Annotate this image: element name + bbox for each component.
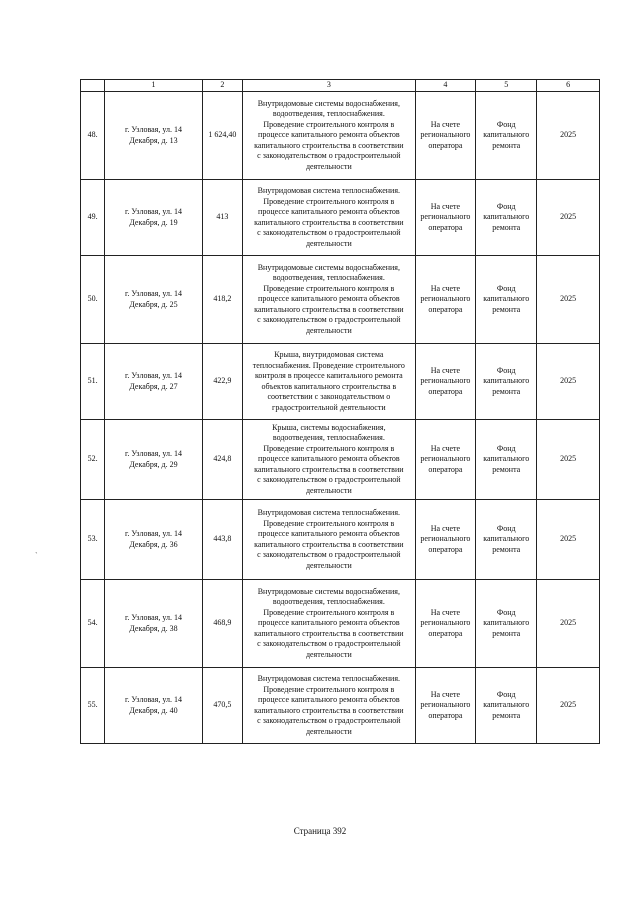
work-description-cell-line: капитального строительства в соответствии — [254, 140, 404, 150]
work-description-cell-line: капитального строительства в соответствии — [254, 539, 404, 549]
work-description-cell — [243, 180, 415, 256]
work-description-cell-line: Проведение строительного контроля в — [263, 119, 395, 129]
header-cell: 1 — [105, 80, 202, 92]
work-description-cell-line: Проведение строительного контроля в — [263, 443, 395, 453]
row-number: 51. — [81, 344, 105, 420]
address-cell-line: Декабря, д. 19 — [129, 217, 178, 227]
row-number: 55. — [81, 668, 105, 744]
work-description-cell-line: Внутридомовая система теплоснабжения. — [257, 508, 401, 517]
header-cell: 2 — [202, 80, 243, 92]
address-cell — [105, 668, 202, 744]
work-description-cell-line: процессе капитального ремонта объектов — [258, 130, 400, 140]
fund-cell — [476, 256, 537, 344]
year-cell: 2025 — [537, 580, 600, 668]
work-description-cell-line: с законодательством о градостроительной — [257, 550, 401, 559]
funding-source-cell-line: На счете — [430, 283, 461, 293]
address-cell — [105, 580, 202, 668]
work-description-cell — [243, 500, 415, 580]
funding-source-cell-line: оператора — [428, 544, 463, 554]
year-cell: 2025 — [537, 500, 600, 580]
work-description-cell-line: капитального строительства в соответствии — [254, 705, 404, 715]
address-cell-line: Декабря, д. 27 — [129, 381, 178, 391]
funding-source-cell — [415, 92, 476, 180]
work-description-cell — [243, 580, 415, 668]
row-number: 53. — [81, 500, 105, 580]
row-number: 54. — [81, 580, 105, 668]
address-cell — [105, 344, 202, 420]
work-description-cell-line: деятельности — [305, 161, 352, 171]
funding-source-cell-line: регионального — [420, 534, 471, 544]
fund-cell — [476, 420, 537, 500]
funding-source-cell-line: На счете — [430, 119, 461, 129]
table-row — [81, 668, 600, 744]
year-cell: 2025 — [537, 344, 600, 420]
area-cell: 443,8 — [202, 500, 243, 580]
work-description-cell-line: Проведение строительного контроля в — [263, 283, 395, 293]
address-cell-line: Декабря, д. 38 — [129, 623, 178, 633]
row-number: 48. — [81, 92, 105, 180]
work-description-cell-line: с законодательством о градостроительной — [257, 151, 401, 161]
work-description-cell-line: деятельности — [305, 560, 352, 570]
funding-source-cell — [415, 256, 476, 344]
work-description-cell-line: водоотведения, теплоснабжения. — [272, 273, 385, 283]
work-description-cell-line: Внутридомовые системы водоснабжения, — [257, 98, 400, 108]
area-cell: 422,9 — [202, 344, 243, 420]
work-description-cell-line: процессе капитального ремонта объектов — [258, 294, 400, 304]
fund-cell — [476, 344, 537, 420]
funding-source-cell-line: оператора — [428, 386, 463, 396]
fund-cell — [476, 180, 537, 256]
area-cell: 418,2 — [202, 256, 243, 344]
fund-cell-line: Фонд — [496, 283, 516, 293]
work-description-cell-line: Проведение строительного контроля в — [263, 196, 395, 206]
work-description-cell-line: Крыша, системы водоснабжения, — [272, 422, 386, 432]
table-row — [81, 500, 600, 580]
funding-source-cell-line: оператора — [428, 464, 463, 474]
work-description-cell-line: градостроительной деятельности — [272, 402, 386, 412]
header-cell: 3 — [243, 80, 415, 92]
address-cell-line: Декабря, д. 25 — [129, 299, 178, 309]
work-description-cell-line: водоотведения, теплоснабжения. — [272, 433, 385, 443]
funding-source-cell-line: регионального — [420, 212, 471, 222]
work-description-cell-line: процессе капитального ремонта объектов — [258, 207, 400, 216]
work-description-cell-line: деятельности — [305, 726, 352, 736]
work-program-table — [80, 79, 600, 744]
fund-cell-line: Фонд — [496, 689, 516, 699]
funding-source-cell — [415, 344, 476, 420]
funding-source-cell-line: оператора — [428, 140, 463, 150]
year-cell: 2025 — [537, 420, 600, 500]
fund-cell-line: Фонд — [496, 607, 516, 617]
area-cell: 468,9 — [202, 580, 243, 668]
work-description-cell-line: капитального строительства в соответствии — [254, 304, 404, 314]
funding-source-cell-line: На счете — [430, 365, 461, 375]
table-row — [81, 92, 600, 180]
fund-cell-line: капитального — [483, 130, 530, 140]
year-cell: 2025 — [537, 256, 600, 344]
work-description-cell-line: деятельности — [305, 485, 352, 495]
area-cell: 424,8 — [202, 420, 243, 500]
page-number: Страница 392 — [293, 826, 347, 836]
work-description-cell — [243, 92, 415, 180]
work-description-cell-line: деятельности — [305, 649, 352, 659]
address-cell — [105, 500, 202, 580]
funding-source-cell-line: регионального — [420, 454, 471, 464]
work-description-cell-line: Внутридомовые системы водоснабжения, — [257, 262, 400, 272]
work-description-cell-line: капитального строительства в соответствии — [254, 464, 404, 474]
fund-cell-line: ремонта — [492, 140, 521, 150]
funding-source-cell-line: регионального — [420, 376, 471, 386]
fund-cell-line: ремонта — [492, 386, 521, 396]
work-description-cell-line: объектов капитального строительства в — [261, 381, 397, 391]
year-cell: 2025 — [537, 92, 600, 180]
table-row — [81, 344, 600, 420]
row-number: 50. — [81, 256, 105, 344]
year-cell: 2025 — [537, 180, 600, 256]
header-cell-blank — [81, 80, 105, 92]
funding-source-cell-line: оператора — [428, 304, 463, 314]
funding-source-cell-line: оператора — [428, 710, 463, 720]
address-cell-line: г. Узловая, ул. 14 — [124, 613, 182, 622]
funding-source-cell-line: оператора — [428, 222, 463, 232]
fund-cell-line: ремонта — [492, 710, 521, 720]
year-cell: 2025 — [537, 668, 600, 744]
work-description-cell-line: с законодательством о градостроительной — [257, 639, 401, 649]
area-cell: 1 624,40 — [202, 92, 243, 180]
funding-source-cell — [415, 420, 476, 500]
funding-source-cell-line: оператора — [428, 628, 463, 638]
fund-cell — [476, 500, 537, 580]
address-cell-line: г. Узловая, ул. 14 — [124, 371, 182, 380]
header-cell: 5 — [476, 80, 537, 92]
work-description-cell — [243, 668, 415, 744]
work-description-cell — [243, 256, 415, 344]
table-body — [81, 92, 600, 744]
funding-source-cell-line: На счете — [430, 443, 461, 453]
table-row — [81, 180, 600, 256]
work-description-cell — [243, 420, 415, 500]
work-description-cell-line: с законодательством о градостроительной — [257, 228, 401, 237]
address-cell — [105, 420, 202, 500]
funding-source-cell-line: На счете — [430, 689, 461, 699]
header-cell: 4 — [415, 80, 476, 92]
fund-cell-line: ремонта — [492, 544, 521, 554]
work-description-cell-line: контроля в процессе капитального ремонта — [254, 371, 403, 380]
table-row — [81, 420, 600, 500]
fund-cell-line: капитального — [483, 534, 530, 544]
funding-source-cell — [415, 668, 476, 744]
work-description-cell-line: с законодательством о градостроительной — [257, 475, 401, 485]
fund-cell-line: капитального — [483, 454, 530, 464]
work-description-cell-line: Внутридомовая система теплоснабжения. — [257, 186, 401, 195]
fund-cell-line: ремонта — [492, 304, 521, 314]
work-description-cell-line: Проведение строительного контроля в — [263, 684, 395, 694]
scan-speck: ` — [35, 551, 38, 560]
work-description-cell-line: процессе капитального ремонта объектов — [258, 454, 400, 464]
funding-source-cell-line: На счете — [430, 523, 461, 533]
work-description-cell-line: теплоснабжения. Проведение строительного — [252, 360, 405, 370]
address-cell-line: г. Узловая, ул. 14 — [124, 449, 182, 458]
funding-source-cell-line: На счете — [430, 607, 461, 617]
fund-cell-line: ремонта — [492, 628, 521, 638]
work-description-cell-line: Крыша, внутридомовая система — [274, 350, 384, 359]
fund-cell-line: Фонд — [496, 443, 516, 453]
work-description-cell-line: деятельности — [305, 238, 352, 248]
work-description-cell-line: процессе капитального ремонта объектов — [258, 618, 400, 628]
address-cell-line: Декабря, д. 36 — [129, 539, 178, 549]
work-description-cell-line: процессе капитального ремонта объектов — [258, 695, 400, 704]
header-cell: 6 — [537, 80, 600, 92]
fund-cell-line: ремонта — [492, 464, 521, 474]
address-cell-line: Декабря, д. 29 — [129, 459, 178, 469]
funding-source-cell — [415, 180, 476, 256]
address-cell-line: г. Узловая, ул. 14 — [124, 125, 182, 134]
funding-source-cell-line: На счете — [430, 201, 461, 211]
address-cell-line: Декабря, д. 40 — [129, 705, 178, 715]
work-description-cell-line: водоотведения, теплоснабжения. — [272, 109, 385, 119]
fund-cell-line: капитального — [483, 294, 530, 304]
address-cell — [105, 256, 202, 344]
address-cell-line: г. Узловая, ул. 14 — [124, 529, 182, 538]
fund-cell-line: Фонд — [496, 523, 516, 533]
funding-source-cell — [415, 500, 476, 580]
work-description-cell-line: соответствии с законодательством о — [267, 392, 391, 401]
work-description-cell-line: Проведение строительного контроля в — [263, 518, 395, 528]
funding-source-cell-line: регионального — [420, 294, 471, 304]
work-description-cell-line: капитального строительства в соответствии — [254, 628, 404, 638]
fund-cell-line: ремонта — [492, 222, 521, 232]
fund-cell-line: капитального — [483, 700, 530, 710]
area-cell: 413 — [202, 180, 243, 256]
work-description-cell-line: капитального строительства в соответствии — [254, 217, 404, 227]
address-cell-line: г. Узловая, ул. 14 — [124, 289, 182, 298]
table-row — [81, 580, 600, 668]
work-description-cell-line: процессе капитального ремонта объектов — [258, 529, 400, 538]
fund-cell-line: Фонд — [496, 201, 516, 211]
fund-cell — [476, 580, 537, 668]
fund-cell — [476, 92, 537, 180]
area-cell: 470,5 — [202, 668, 243, 744]
fund-cell-line: Фонд — [496, 365, 516, 375]
work-description-cell-line: с законодательством о градостроительной — [257, 716, 401, 725]
work-description-cell — [243, 344, 415, 420]
address-cell — [105, 180, 202, 256]
work-description-cell-line: водоотведения, теплоснабжения. — [272, 597, 385, 607]
fund-cell-line: капитального — [483, 212, 530, 222]
fund-cell — [476, 668, 537, 744]
address-cell-line: г. Узловая, ул. 14 — [124, 695, 182, 704]
row-number: 52. — [81, 420, 105, 500]
address-cell — [105, 92, 202, 180]
funding-source-cell-line: регионального — [420, 700, 471, 710]
work-description-cell-line: Проведение строительного контроля в — [263, 607, 395, 617]
table-row — [81, 256, 600, 344]
funding-source-cell — [415, 580, 476, 668]
row-number: 49. — [81, 180, 105, 256]
work-description-cell-line: Внутридомовая система теплоснабжения. — [257, 674, 401, 683]
work-description-cell-line: Внутридомовые системы водоснабжения, — [257, 586, 400, 596]
fund-cell-line: капитального — [483, 618, 530, 628]
address-cell-line: г. Узловая, ул. 14 — [124, 207, 182, 216]
work-description-cell-line: деятельности — [305, 325, 352, 335]
table-header-row — [81, 80, 600, 92]
fund-cell-line: капитального — [483, 376, 530, 386]
funding-source-cell-line: регионального — [420, 618, 471, 628]
funding-source-cell-line: регионального — [420, 130, 471, 140]
fund-cell-line: Фонд — [496, 119, 516, 129]
address-cell-line: Декабря, д. 13 — [129, 135, 178, 145]
work-description-cell-line: с законодательством о градостроительной — [257, 315, 401, 325]
